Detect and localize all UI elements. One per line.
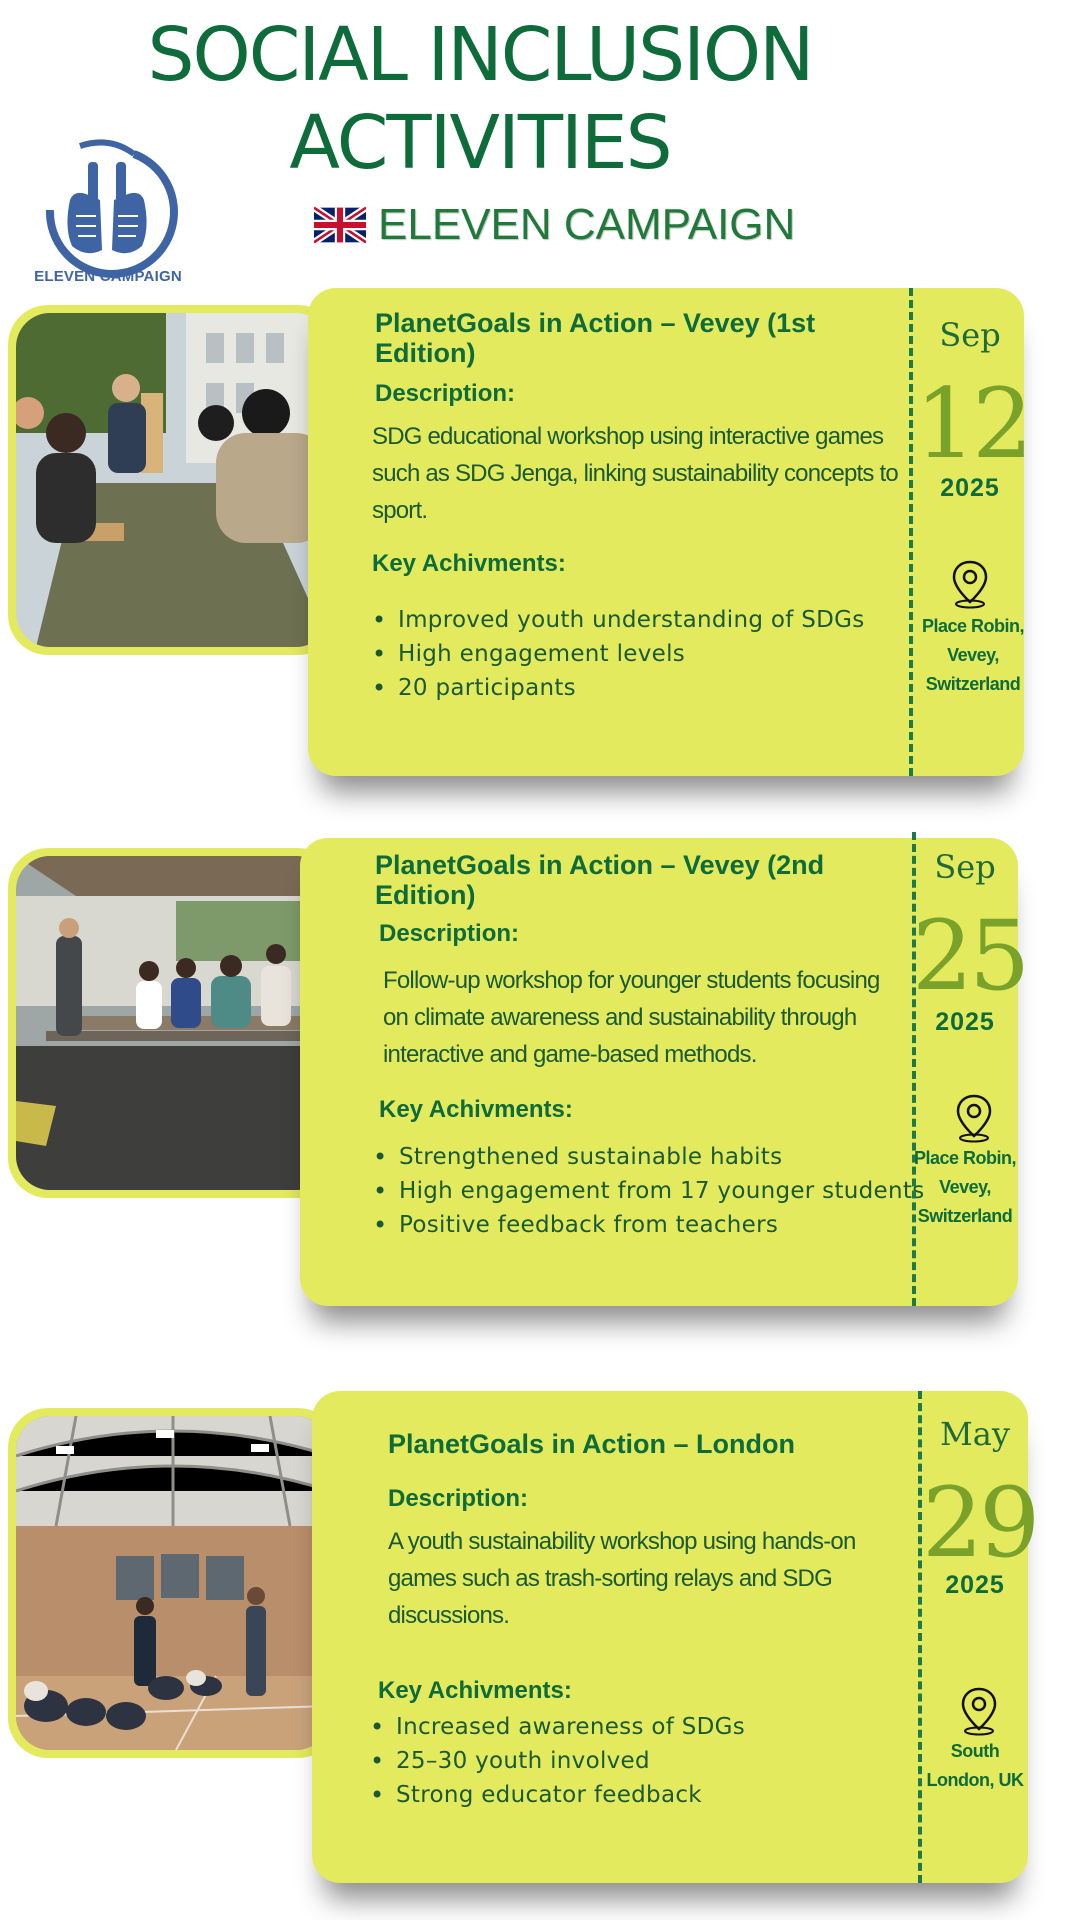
page-title-line1: SOCIAL INCLUSION <box>147 12 813 98</box>
event-card-1 <box>308 288 1030 776</box>
location-line: London, UK <box>926 1770 1024 1790</box>
location-pin-icon <box>957 1685 1001 1737</box>
list-item: • Strengthened sustainable habits <box>399 1140 924 1174</box>
event-photo-3 <box>8 1408 338 1758</box>
achievements-list <box>372 603 865 705</box>
event-description: Follow-up workshop for younger students focusing on climate awareness and sustainability through interactive and game-based methods. <box>383 967 880 1068</box>
list-item: • High engagement from 17 younger students <box>399 1174 924 1208</box>
date-day: 25 <box>912 900 1027 1012</box>
event-card-2 <box>300 838 1027 1306</box>
event-location <box>912 1144 1018 1231</box>
location-line: Vevey, <box>939 1177 991 1197</box>
event-location <box>913 612 1033 699</box>
workshop-photo <box>16 313 330 647</box>
date-month: Sep <box>934 848 996 886</box>
description-label: Description: <box>375 380 516 407</box>
location-line: South <box>950 1741 1000 1761</box>
subtitle-text: ELEVEN CAMPAIGN <box>378 200 796 249</box>
list-item: • Improved youth understanding of SDGs <box>398 603 865 637</box>
event-title: PlanetGoals in Action – Vevey (2nd Edition) <box>375 850 825 911</box>
location-line: Place Robin, <box>921 616 1025 636</box>
date-year: 2025 <box>940 474 1000 502</box>
date-year: 2025 <box>935 1008 995 1036</box>
location-line: Switzerland <box>925 674 1021 694</box>
dashed-divider <box>909 288 913 776</box>
date-year: 2025 <box>945 1571 1005 1599</box>
date-day: 29 <box>922 1467 1037 1579</box>
event-title: PlanetGoals in Action – London <box>388 1429 796 1459</box>
dashed-divider <box>918 1391 922 1883</box>
achievements-label: Key Achivments: <box>379 1096 573 1123</box>
campaign-subtitle <box>314 200 795 250</box>
list-item: • Strong educator feedback <box>396 1778 745 1812</box>
date-day: 12 <box>915 368 1030 480</box>
location-line: Place Robin, <box>913 1148 1017 1168</box>
location-line: Vevey, <box>947 645 999 665</box>
outdoor-group-photo <box>16 856 330 1190</box>
logo-caption: ELEVEN CAMPAIGN <box>34 268 182 285</box>
achievements-label: Key Achivments: <box>378 1677 572 1704</box>
page-title-line2: ACTIVITIES <box>289 100 671 186</box>
event-photo-2 <box>8 848 338 1198</box>
description-label: Description: <box>379 920 520 947</box>
event-location <box>922 1737 1028 1795</box>
list-item: • 25–30 youth involved <box>396 1744 745 1778</box>
eleven-campaign-logo-icon <box>30 120 190 290</box>
date-month: Sep <box>939 316 1001 354</box>
achievements-list <box>370 1710 745 1812</box>
gym-hall-photo <box>16 1416 330 1750</box>
location-line: Switzerland <box>917 1206 1013 1226</box>
achievements-label: Key Achivments: <box>372 550 566 577</box>
event-description: SDG educational workshop using interactive games such as SDG Jenga, linking sustainability concepts to sport. <box>372 423 898 524</box>
location-pin-icon <box>952 1092 996 1144</box>
location-pin-icon <box>948 558 992 610</box>
list-item: • Positive feedback from teachers <box>399 1208 924 1242</box>
achievements-list <box>373 1140 924 1242</box>
date-month: May <box>940 1415 1010 1453</box>
list-item: • Increased awareness of SDGs <box>396 1710 745 1744</box>
list-item: • High engagement levels <box>398 637 865 671</box>
event-title: PlanetGoals in Action – Vevey (1st Edition) <box>375 308 816 369</box>
uk-flag-icon <box>314 206 366 244</box>
description-label: Description: <box>388 1485 529 1512</box>
event-photo-1 <box>8 305 338 655</box>
event-card-3 <box>312 1391 1037 1883</box>
event-description: A youth sustainability workshop using hands-on games such as trash-sorting relays and SDG discussions. <box>388 1528 856 1629</box>
list-item: • 20 participants <box>398 671 865 705</box>
